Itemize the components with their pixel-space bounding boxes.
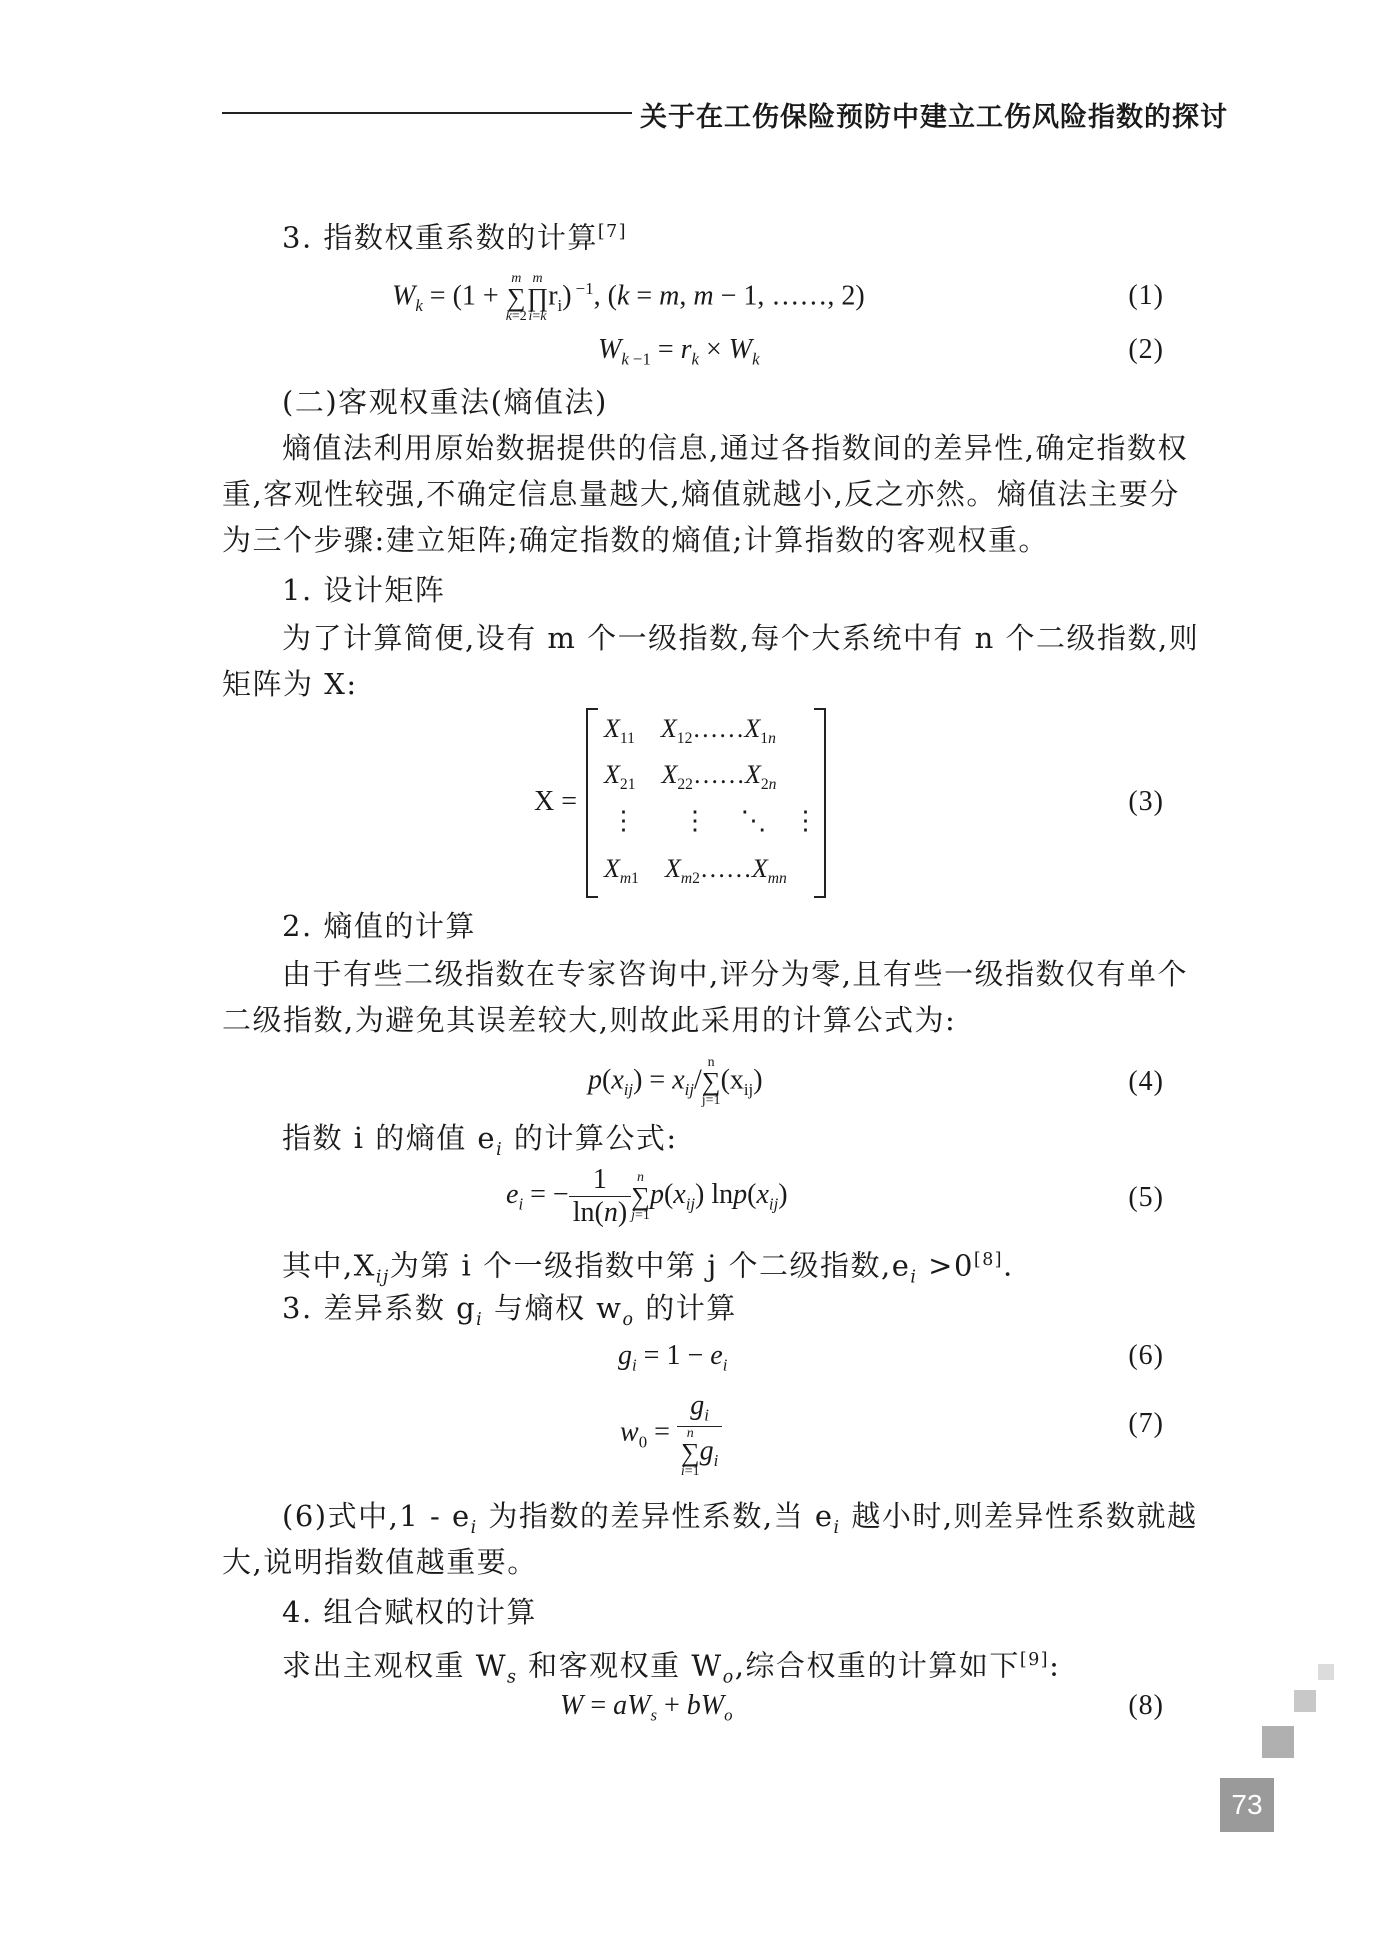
paragraph-line: 重,客观性较强,不确定信息量越大,熵值就越小,反之亦然。熵值法主要分 xyxy=(222,477,1180,511)
paragraph-line: 二级指数,为避免其误差较大,则故此采用的计算公式为: xyxy=(222,1003,957,1037)
equation-number: (8) xyxy=(1128,1690,1164,1721)
equation-6: $g_i = 1 - e_i$ xyxy=(618,1340,728,1375)
header-rule xyxy=(222,112,632,114)
page-number: 73 xyxy=(1220,1778,1274,1832)
equation-number: (2) xyxy=(1128,334,1164,365)
equation-7: $w_0$ = $g_i$ n ∑ $i=1g_i$ xyxy=(620,1390,722,1479)
step-heading: 4. 组合赋权的计算 xyxy=(282,1595,537,1629)
equation-2: $W_{k -1} = r_k \times W_k$ xyxy=(598,334,760,369)
running-header-title: 关于在工伤保险预防中建立工伤风险指数的探讨 xyxy=(640,102,1228,133)
equation-8: $W = aW_s + bW_o$ xyxy=(560,1690,733,1725)
paragraph-line: 熵值法利用原始数据提供的信息,通过各指数间的差异性,确定指数权 xyxy=(282,431,1188,465)
equation-number: (1) xyxy=(1128,280,1164,311)
matrix-x: $X_{11}$ $X_{12}\dots\dots X_{1n}$ $X_{21}$ $X_{22}\dots\dots X_{2n}$ ⋮ ⋮ ⋱ ⋮ $X_{m1}$ $X_{m2}\dots\dots X_{mn}$ xyxy=(586,708,826,898)
equation-1: $W_k = (1 + m$ ∑ k=2m ∏ $i=kr_i$) $^{-1}$, (k = m, m − 1, ……, 2) xyxy=(392,271,865,324)
matrix-lhs: X = xyxy=(534,786,578,817)
equation-number: (3) xyxy=(1128,786,1164,817)
paragraph-line: 矩阵为 X: xyxy=(222,667,358,701)
step-heading: 2. 熵值的计算 xyxy=(282,909,476,943)
equation-number: (7) xyxy=(1128,1408,1164,1439)
decorative-square xyxy=(1262,1726,1294,1758)
equation-4: $p(x_{ij}) = x_{ij}/n$ ∑ $j=1(x_{ij})$ xyxy=(588,1055,763,1108)
paragraph-line: 其中$,X_{ij}$为第 i 个一级指数中第 j 个二级指数$,e_i >0[8]$. xyxy=(282,1248,1014,1288)
section-heading: 3. 指数权重系数的计算[7] xyxy=(282,220,628,255)
equation-number: (5) xyxy=(1128,1182,1164,1213)
paragraph-line: 为了计算简便,设有 m 个一级指数,每个大系统中有 n 个二级指数,则 xyxy=(282,621,1200,655)
paragraph-line: 大,说明指数值越重要。 xyxy=(222,1545,538,1579)
decorative-square xyxy=(1294,1690,1316,1712)
step-heading: 3. 差异系数 $g_i$ 与熵权 $w_o$ 的计算 xyxy=(282,1291,737,1330)
step-heading: 1. 设计矩阵 xyxy=(282,573,446,607)
paragraph-line: 指数 i 的熵值 $e_i$ 的计算公式: xyxy=(282,1121,678,1160)
paragraph-line: 求出主观权重 $W_s$ 和客观权重 $W_o$,综合权重的计算如下[9]: xyxy=(282,1648,1061,1688)
paragraph-line: (6)式中$,1 - e_i$ 为指数的差异性系数,当 $e_i$ 越小时,则差异性系数就越 xyxy=(282,1499,1198,1538)
paragraph-line: 由于有些二级指数在专家咨询中,评分为零,且有些一级指数仅有单个 xyxy=(282,957,1188,991)
decorative-square xyxy=(1318,1664,1334,1680)
equation-5: $e_i$ = − $\frac{1}{\ln(n)}$ n ∑ $j=1p(x_{ij})$ $\ln p(x_{ij})$ xyxy=(506,1164,788,1228)
paragraph-line: 为三个步骤:建立矩阵;确定指数的熵值;计算指数的客观权重。 xyxy=(222,523,1049,557)
subsection-heading: (二)客观权重法(熵值法) xyxy=(282,385,608,419)
equation-number: (4) xyxy=(1128,1066,1164,1097)
equation-number: (6) xyxy=(1128,1340,1164,1371)
